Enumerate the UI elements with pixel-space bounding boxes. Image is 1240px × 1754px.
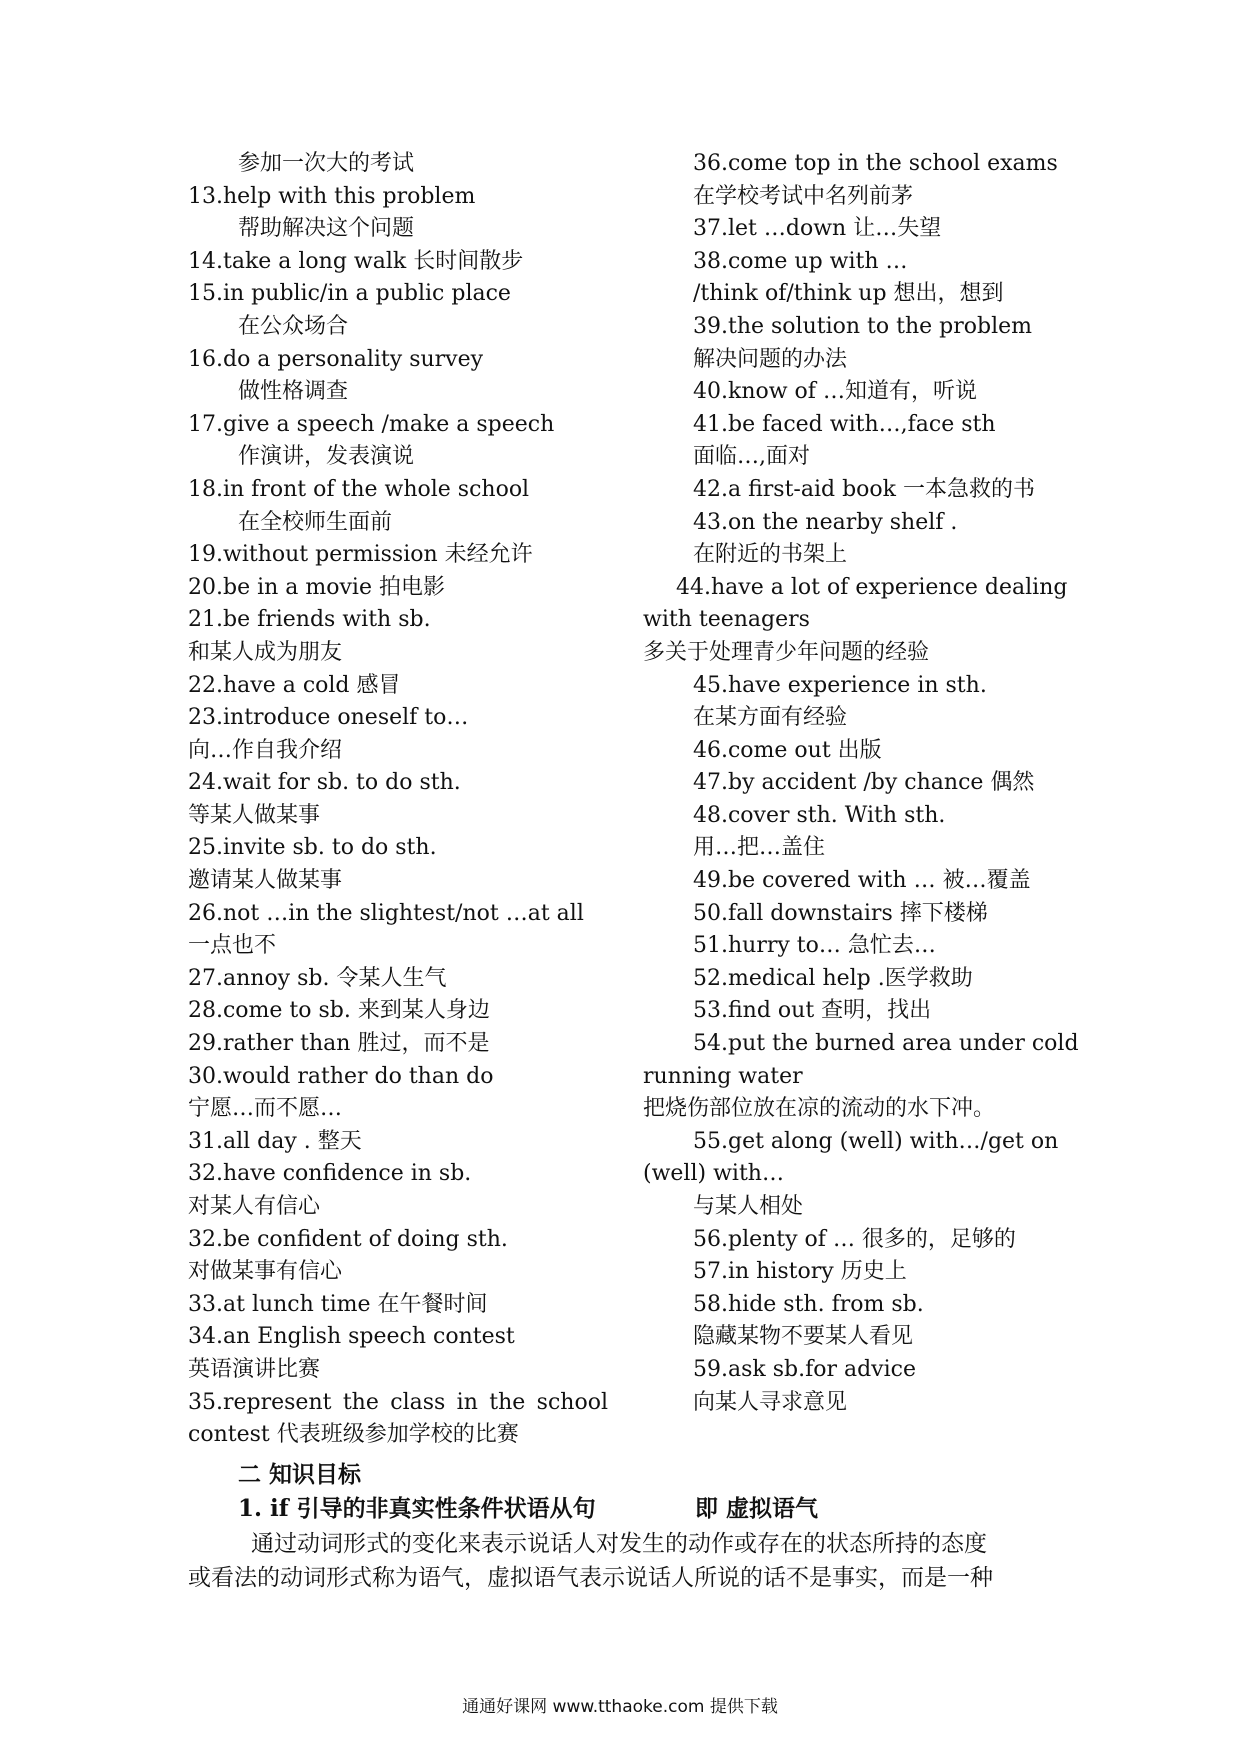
vocab-line: 35.represent the class in the school xyxy=(188,1389,608,1415)
vocab-line: 57.in history 历史上 xyxy=(693,1259,907,1285)
vocab-line: 在全校师生面前 xyxy=(238,509,393,535)
paragraph-line-2: 或看法的动词形式称为语气，虚拟语气表示说话人所说的话不是事实，而是一种 xyxy=(188,1565,993,1591)
vocab-line: running water xyxy=(643,1063,803,1089)
section-heading: 二 知识目标 xyxy=(238,1461,362,1488)
vocab-line: 34.an English speech contest xyxy=(188,1324,515,1350)
vocab-line: 13.help with this problem xyxy=(188,183,476,209)
vocab-line: 隐藏某物不要某人看见 xyxy=(693,1324,914,1350)
vocab-line: 53.find out 查明，找出 xyxy=(693,998,932,1024)
vocab-line: 52.medical help .医学救助 xyxy=(693,965,973,991)
vocab-line: 21.be friends with sb. xyxy=(188,607,431,633)
vocab-line: 51.hurry to… 急忙去… xyxy=(693,933,936,959)
vocab-line: 32.be confident of doing sth. xyxy=(188,1226,508,1252)
vocab-line: 46.come out 出版 xyxy=(693,737,882,763)
vocab-line: 在某方面有经验 xyxy=(693,705,848,731)
vocab-line: 48.cover sth. With sth. xyxy=(693,802,946,828)
page-footer: 通通好课网 www.tthaoke.com 提供下载 xyxy=(462,1697,778,1717)
vocab-line: 在附近的书架上 xyxy=(693,542,848,568)
vocab-line: 30.would rather do than do xyxy=(188,1063,494,1089)
vocab-line: contest 代表班级参加学校的比赛 xyxy=(188,1422,519,1448)
vocab-line: 20.be in a movie 拍电影 xyxy=(188,574,445,600)
vocab-line: 47.by accident /by chance 偶然 xyxy=(693,770,1035,796)
vocab-line: 参加一次大的考试 xyxy=(238,151,415,176)
right-vocab-column xyxy=(643,148,1079,1419)
vocab-line: 56.plenty of … 很多的，足够的 xyxy=(693,1226,1016,1252)
vocab-line: 24.wait for sb. to do sth. xyxy=(188,770,461,796)
vocab-line: 29.rather than 胜过，而不是 xyxy=(188,1031,490,1057)
vocab-line: 39.the solution to the problem xyxy=(693,313,1032,339)
explanation-paragraph xyxy=(188,1527,1056,1595)
vocab-line: 邀请某人做某事 xyxy=(188,868,343,894)
vocab-line: 36.come top in the school exams xyxy=(693,151,1058,176)
vocab-line: 宁愿…而不愿… xyxy=(188,1096,343,1122)
vocab-line: 等某人做某事 xyxy=(188,802,321,828)
vocab-line: 向…作自我介绍 xyxy=(188,737,343,763)
subheading xyxy=(238,1494,819,1524)
vocab-line: 面临…,面对 xyxy=(693,444,810,470)
left-vocab-column xyxy=(188,148,608,1452)
vocab-line: 40.know of …知道有，听说 xyxy=(693,379,977,405)
vocab-line: 15.in public/in a public place xyxy=(188,281,511,307)
vocab-line: 英语演讲比赛 xyxy=(188,1356,321,1382)
vocab-line: 49.be covered with … 被…覆盖 xyxy=(693,868,1031,894)
vocab-line: 32.have confidence in sb. xyxy=(188,1161,472,1187)
vocab-line: 用…把…盖住 xyxy=(693,835,826,861)
vocab-line: 58.hide sth. from sb. xyxy=(693,1291,924,1317)
subheading-part-a: 1. if 引导的非真实性条件状语从句 xyxy=(238,1495,596,1522)
vocab-line: (well) with… xyxy=(643,1161,784,1187)
vocab-line: 向某人寻求意见 xyxy=(693,1389,848,1415)
vocab-line: 38.come up with … xyxy=(693,248,908,274)
vocab-line: 26.not …in the slightest/not …at all xyxy=(188,900,584,926)
vocab-line: 45.have experience in sth. xyxy=(693,672,987,698)
vocab-line: with teenagers xyxy=(643,607,810,633)
vocab-line: 解决问题的办法 xyxy=(693,346,848,372)
vocab-line: 23.introduce oneself to… xyxy=(188,705,469,731)
vocab-line: 把烧伤部位放在凉的流动的水下冲。 xyxy=(643,1096,996,1122)
paragraph-line-1: 通过动词形式的变化来表示说话人对发生的动作或存在的状态所持的态度 xyxy=(251,1531,987,1557)
vocab-line: 43.on the nearby shelf . xyxy=(693,509,958,535)
vocab-line: 作演讲，发表演说 xyxy=(238,444,415,470)
vocab-line: 和某人成为朋友 xyxy=(188,639,343,665)
vocab-line: 14.take a long walk 长时间散步 xyxy=(188,248,524,274)
vocab-line: 28.come to sb. 来到某人身边 xyxy=(188,998,490,1024)
vocab-line: 对某人有信心 xyxy=(188,1194,321,1219)
vocab-line: 在公众场合 xyxy=(238,313,349,339)
vocab-line: 17.give a speech /make a speech xyxy=(188,411,555,437)
subheading-part-b: 即 虚拟语气 xyxy=(695,1495,819,1522)
vocab-line: 31.all day . 整天 xyxy=(188,1128,362,1154)
vocab-line: 在学校考试中名列前茅 xyxy=(693,183,914,209)
vocab-line: /think of/think up 想出，想到 xyxy=(693,281,1004,307)
vocab-line: 44.have a lot of experience dealing xyxy=(676,574,1068,600)
vocab-line: 55.get along (well) with…/get on xyxy=(693,1128,1059,1154)
vocab-line: 54.put the burned area under cold xyxy=(693,1031,1079,1057)
vocab-line: 22.have a cold 感冒 xyxy=(188,672,401,698)
vocab-line: 19.without permission 未经允许 xyxy=(188,542,533,568)
vocab-line: 59.ask sb.for advice xyxy=(693,1356,916,1382)
vocab-line: 33.at lunch time 在午餐时间 xyxy=(188,1291,488,1317)
vocab-line: 对做某事有信心 xyxy=(188,1259,343,1285)
vocab-line: 42.a first-aid book 一本急救的书 xyxy=(693,476,1035,502)
vocab-line: 一点也不 xyxy=(188,933,277,959)
vocab-line: 与某人相处 xyxy=(693,1194,804,1219)
vocab-line: 50.fall downstairs 摔下楼梯 xyxy=(693,900,988,926)
vocab-line: 18.in front of the whole school xyxy=(188,476,530,502)
vocab-line: 41.be faced with…,face sth xyxy=(693,411,996,437)
vocab-line: 帮助解决这个问题 xyxy=(238,216,415,242)
vocab-line: 多关于处理青少年问题的经验 xyxy=(643,639,930,665)
vocab-line: 做性格调查 xyxy=(238,379,349,405)
vocab-line: 25.invite sb. to do sth. xyxy=(188,835,437,861)
vocab-line: 27.annoy sb. 令某人生气 xyxy=(188,965,447,991)
vocab-line: 16.do a personality survey xyxy=(188,346,484,372)
vocab-line: 37.let …down 让…失望 xyxy=(693,216,942,242)
